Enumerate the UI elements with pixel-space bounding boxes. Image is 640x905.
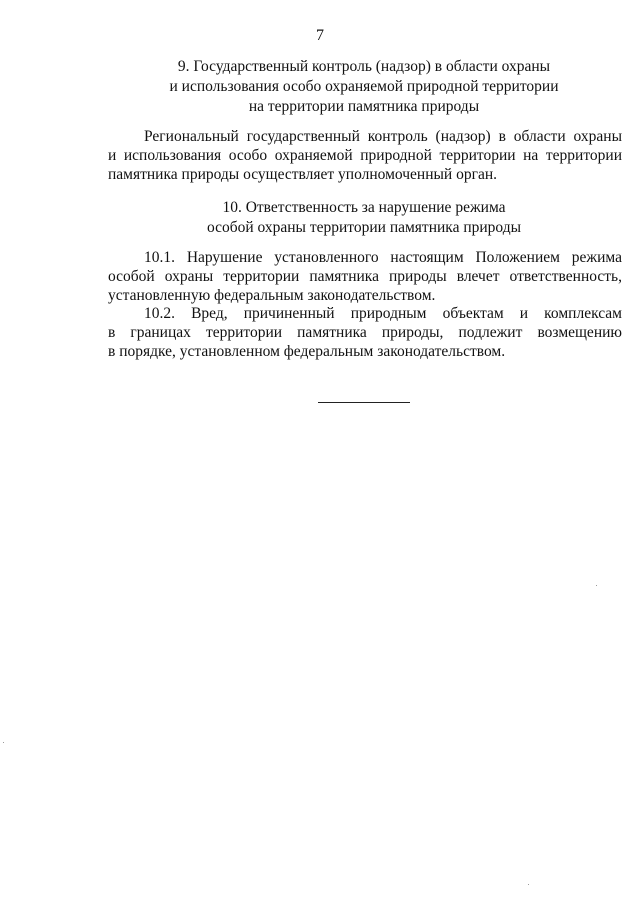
heading-line: на территории памятника природы xyxy=(248,98,480,115)
item-10-2-paragraph xyxy=(108,304,622,361)
paragraph-line: в порядке, установленном федеральным законодательством. xyxy=(108,343,506,360)
paragraph-line: особой охраны территории памятника природы влечет ответственность, xyxy=(108,268,622,285)
paragraph-line: в границах территории памятника природы, подлежит возмещению xyxy=(108,324,622,341)
paragraph-line: Региональный государственный контроль (надзор) в области охраны xyxy=(144,128,622,145)
heading-line: 9. Государственный контроль (надзор) в области охраны xyxy=(177,58,551,75)
paragraph-line: 10.1. Нарушение установленного настоящим Положением режима xyxy=(144,249,622,266)
page-number: 7 xyxy=(316,27,324,44)
paragraph-line: памятника природы осуществляет уполномоченный орган. xyxy=(108,166,498,183)
section-9-paragraph xyxy=(108,127,622,184)
section-9-heading xyxy=(0,57,640,117)
scan-speck xyxy=(596,585,597,586)
heading-line: 10. Ответственность за нарушение режима xyxy=(222,199,506,216)
item-10-1-paragraph xyxy=(108,248,622,305)
scan-speck xyxy=(528,884,529,885)
heading-line: и использования особо охраняемой природной территории xyxy=(169,78,559,95)
paragraph-line: 10.2. Вред, причиненный природным объектам и комплексам xyxy=(144,305,622,322)
end-separator-line xyxy=(318,402,410,403)
paragraph-line: и использования особо охраняемой природной территории на территории xyxy=(108,147,622,164)
heading-line: особой охраны территории памятника природы xyxy=(206,219,522,236)
scan-speck xyxy=(3,742,4,743)
section-10-heading xyxy=(0,198,640,238)
paragraph-line: установленную федеральным законодательством. xyxy=(108,287,436,304)
